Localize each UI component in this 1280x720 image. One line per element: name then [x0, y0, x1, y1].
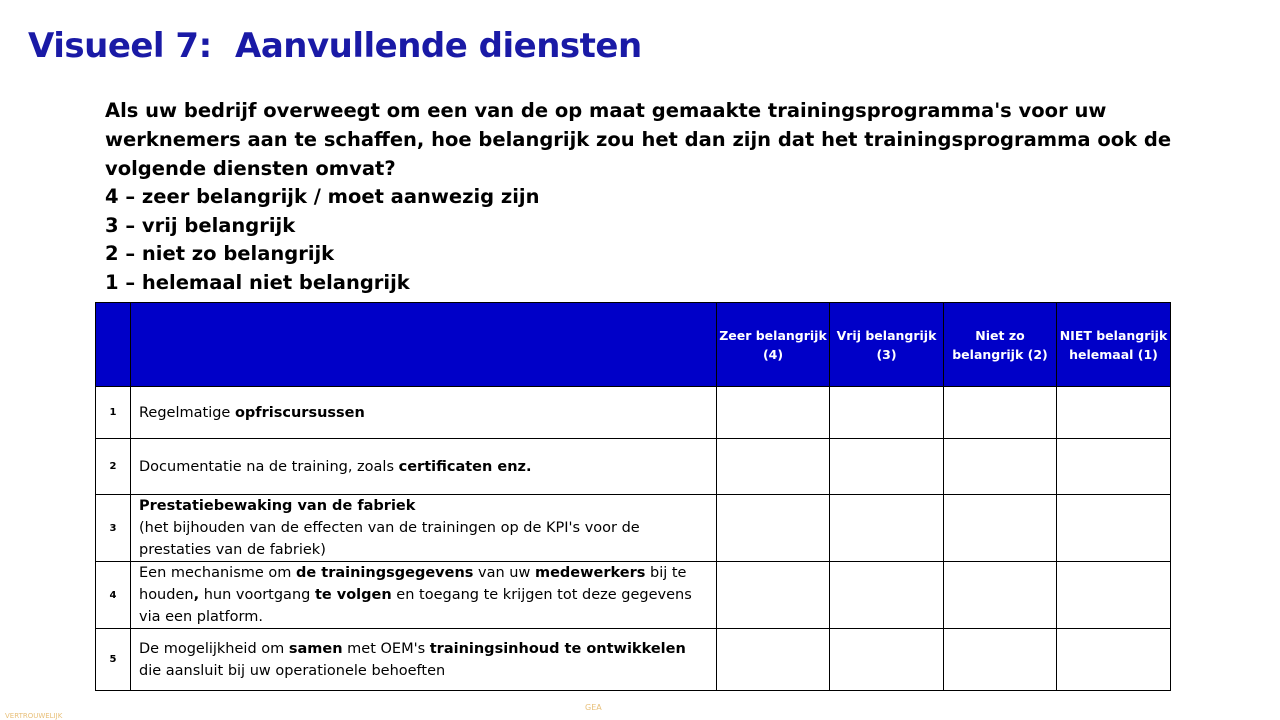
description-part: de trainingsgegevens: [296, 565, 474, 581]
rating-cell-vrij-belangrijk[interactable]: [830, 629, 944, 691]
description-part: die aansluit bij uw operationele behoeften: [139, 662, 446, 679]
description-part: opfriscursussen: [234, 404, 365, 421]
question-text: Als uw bedrijf overweegt om een van de op maat gemaakte trainingsprogramma's voor uw werknemers aan te schaffen, hoe belangrijk zou het dan zijn dat het trainingsprogramma ook de volgende diensten omvat?: [105, 99, 1172, 180]
table-row: [96, 439, 1171, 495]
rating-cell-niet-zo-belangrijk[interactable]: [944, 562, 1057, 629]
table-header-row: [96, 303, 1171, 387]
rating-cell-zeer-belangrijk[interactable]: [717, 495, 830, 562]
scale-item-2: 2 – niet zo belangrijk: [105, 242, 335, 266]
services-table: [95, 302, 1171, 691]
description-part: van uw: [473, 565, 535, 581]
rating-cell-zeer-belangrijk[interactable]: [717, 387, 830, 439]
header-niet-belangrijk: NIET belangrijk helemaal (1): [1057, 303, 1171, 387]
row-number: 5: [96, 629, 131, 691]
slide-title: Aanvullende diensten: [235, 26, 642, 66]
description-part: ,: [193, 587, 200, 603]
header-zeer-belangrijk: Zeer belangrijk (4): [717, 303, 830, 387]
table-row: [96, 387, 1171, 439]
rating-cell-zeer-belangrijk[interactable]: [717, 562, 830, 629]
rating-cell-vrij-belangrijk[interactable]: [830, 387, 944, 439]
description-part: samen: [288, 640, 343, 657]
rating-cell-niet-belangrijk[interactable]: [1057, 439, 1171, 495]
rating-cell-niet-zo-belangrijk[interactable]: [944, 629, 1057, 691]
description-part: Regelmatige: [139, 404, 235, 421]
table-row: [96, 562, 1171, 629]
header-vrij-belangrijk: Vrij belangrijk (3): [830, 303, 944, 387]
description-part: hun voortgang: [199, 587, 315, 603]
confidential-label: VERTROUWELIJK: [5, 712, 63, 720]
rating-cell-niet-belangrijk[interactable]: [1057, 562, 1171, 629]
rating-cell-vrij-belangrijk[interactable]: [830, 439, 944, 495]
description-part: Prestatiebewaking van de fabriek: [139, 498, 416, 514]
rating-cell-niet-belangrijk[interactable]: [1057, 495, 1171, 562]
rating-cell-niet-belangrijk[interactable]: [1057, 387, 1171, 439]
table-row: [96, 629, 1171, 691]
row-number: 1: [96, 387, 131, 439]
slide-number-title: Visueel 7:: [28, 26, 212, 66]
rating-cell-niet-zo-belangrijk[interactable]: [944, 439, 1057, 495]
rating-cell-zeer-belangrijk[interactable]: [717, 629, 830, 691]
rating-cell-zeer-belangrijk[interactable]: [717, 439, 830, 495]
service-description: [131, 387, 717, 439]
scale-item-1: 1 – helemaal niet belangrijk: [105, 270, 410, 294]
rating-scale: [105, 183, 540, 297]
row-number: 4: [96, 562, 131, 629]
description-part: medewerkers: [534, 565, 646, 581]
description-part: bij te houden: [139, 565, 687, 603]
rating-cell-vrij-belangrijk[interactable]: [830, 562, 944, 629]
description-part: De mogelijkheid om: [139, 640, 289, 657]
rating-cell-niet-zo-belangrijk[interactable]: [944, 387, 1057, 439]
description-part: en toegang te krijgen tot deze gegevens via een platform.: [139, 587, 692, 625]
description-part: certificaten enz.: [398, 458, 532, 475]
footer-logo-text: GEA: [585, 703, 602, 712]
row-number: 2: [96, 439, 131, 495]
row-number: 3: [96, 495, 131, 562]
service-description: [131, 562, 717, 629]
description-part: Documentatie na de training, zoals: [139, 458, 399, 475]
description-part: trainingsinhoud te ontwikkelen: [429, 640, 686, 657]
header-num: [96, 303, 131, 387]
description-part: te volgen: [314, 587, 392, 603]
description-part: Een mechanisme om: [139, 565, 297, 581]
header-service: [131, 303, 717, 387]
scale-item-3: 3 – vrij belangrijk: [105, 213, 296, 237]
description-part: met OEM's: [342, 640, 430, 657]
service-description: [131, 629, 717, 691]
table-row: [96, 495, 1171, 562]
rating-cell-vrij-belangrijk[interactable]: [830, 495, 944, 562]
header-niet-zo-belangrijk: Niet zo belangrijk (2): [944, 303, 1057, 387]
scale-item-4: 4 – zeer belangrijk / moet aanwezig zijn: [105, 185, 540, 208]
rating-cell-niet-belangrijk[interactable]: [1057, 629, 1171, 691]
service-description: [131, 495, 717, 562]
description-part: (het bijhouden van de effecten van de trainingen op de KPI's voor de prestaties van de fabriek): [139, 520, 640, 558]
rating-cell-niet-zo-belangrijk[interactable]: [944, 495, 1057, 562]
service-description: [131, 439, 717, 495]
